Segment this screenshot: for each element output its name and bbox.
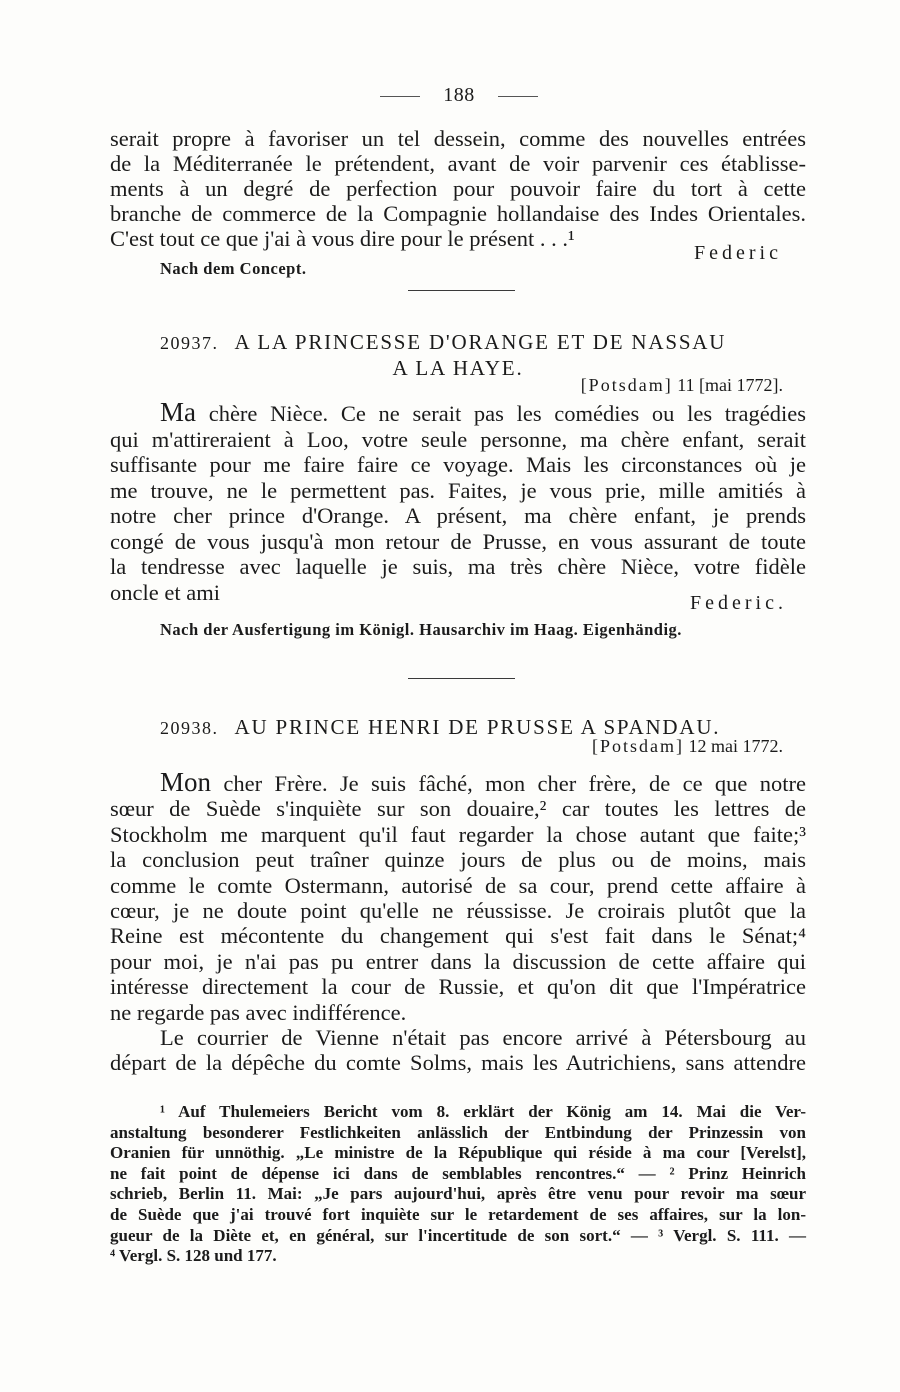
text-line: branche de commerce de la Compagnie hollandaise des Indes Orientales. xyxy=(110,201,806,226)
letter-title: AU PRINCE HENRI DE PRUSSE A SPANDAU. xyxy=(234,715,721,739)
text-line: notre cher prince d'Orange. A présent, ma chère enfant, je prends xyxy=(110,503,806,528)
date-place: [Potsdam] xyxy=(592,736,684,756)
letter-title: A LA PRINCESSE D'ORANGE ET DE NASSAU xyxy=(234,330,727,354)
text-line: sœur de Suède s'inquiète sur son douaire,² car toutes les lettres de xyxy=(110,796,806,822)
footnote-line: de Suède que j'ai trouvé fort inquiète sur le retardement de ses affaires, sur la lon- xyxy=(110,1204,806,1224)
text-line: oncle et ami xyxy=(110,579,220,605)
letter-body xyxy=(110,767,807,1076)
text-line: ne regarde pas avec indifférence. xyxy=(110,999,407,1025)
date-value: 11 [mai 1772]. xyxy=(677,375,783,395)
letter-date xyxy=(592,735,783,757)
text-line: la conclusion peut traîner quinze jours de plus ou de moins, mais xyxy=(110,847,806,873)
text-line: cœur, je ne doute point qu'elle ne réussisse. Je croirais plutôt que la xyxy=(110,898,806,924)
footnote-line: ⁴ Vergl. S. 128 und 177. xyxy=(110,1246,277,1266)
text-line: me trouve, ne le permettent pas. Faites, je vous prie, mille amitiés à xyxy=(110,477,806,503)
date-value: 12 mai 1772. xyxy=(688,736,783,756)
date-place: [Potsdam] xyxy=(580,375,673,395)
text-line xyxy=(110,397,807,427)
salutation-initial: Mon xyxy=(160,767,212,797)
letter-title-continued: A LA HAYE. xyxy=(392,356,524,380)
footnote-line: ne fait point de dépense ici dans de semblables rencontres.“ — ² Prinz Heinrich xyxy=(110,1163,806,1183)
footnote-line: gueur de la Diète et, en général, sur l'incertitude de son sort.“ — ³ Vergl. S. 111. — xyxy=(110,1225,806,1245)
text-line: Stockholm me marquent qu'il faut regarder la chose autant que faite;³ xyxy=(110,821,806,847)
text-run: chère Nièce. Ce ne serait pas les comédies ou les tragédies xyxy=(208,401,807,426)
section-rule xyxy=(408,290,515,291)
header-rule-right xyxy=(498,96,538,97)
letter-heading xyxy=(160,329,726,358)
letter-number: 20937. xyxy=(160,333,219,353)
text-line: serait propre à favoriser un tel dessein, comme des nouvelles entrées xyxy=(110,126,806,151)
text-line: suffisante pour me faire faire ce voyage. Mais les circonstances où je xyxy=(110,452,806,477)
text-line: de la Méditerranée le prétendent, avant de voir parvenir ces établisse- xyxy=(110,151,806,176)
text-line: la tendresse avec laquelle je suis, ma très chère Nièce, votre fidèle xyxy=(110,554,806,579)
text-run: cher Frère. Je suis fâché, mon cher frère, de ce que notre xyxy=(223,771,807,796)
text-line: pour moi, je n'ai pas pu entrer dans la discussion de cette affaire qui xyxy=(110,948,806,974)
page-number: 188 xyxy=(443,84,475,106)
section-rule xyxy=(408,678,515,679)
text-line xyxy=(110,767,807,797)
footnote-line: ¹ Auf Thulemeiers Bericht vom 8. erklärt der König am 14. Mai die Ver- xyxy=(160,1102,806,1121)
footnote-line: anstaltung besonderer Festlichkeiten anlässlich der Entbindung der Prinzessin von xyxy=(110,1122,806,1142)
text-line: congé de vous jusqu'à mon retour de Prusse, en vous assurant de toute xyxy=(110,528,806,554)
source-note: Nach dem Concept. xyxy=(160,259,307,278)
text-line: Le courrier de Vienne n'était pas encore arrivé à Pétersbourg au xyxy=(160,1025,806,1051)
continued-paragraph xyxy=(110,126,806,251)
text-line: intéresse directement la cour de Russie, et qu'on dit que l'Impératrice xyxy=(110,974,806,1000)
footnote-line: schrieb, Berlin 11. Mai: „Je pars aujourd'hui, après être venu pour revoir ma sœur xyxy=(110,1184,806,1204)
signature: Federic xyxy=(694,242,782,264)
header-rule-left xyxy=(380,96,420,97)
salutation-initial: Ma xyxy=(160,397,196,427)
source-note: Nach der Ausfertigung im Königl. Hausarchiv im Haag. Eigenhändig. xyxy=(160,620,682,639)
letter-body xyxy=(110,397,807,605)
signature: Federic. xyxy=(690,592,787,614)
letter-number: 20938. xyxy=(160,718,219,738)
footnote-line: Oranien für unnöthig. „Le ministre de la République qui réside à ma cour [Verelst], xyxy=(110,1143,806,1163)
text-line: ments à un degré de perfection pour pouvoir faire du tort à cette xyxy=(110,176,806,201)
text-line: qui m'attireraient à Loo, votre seule personne, ma chère enfant, serait xyxy=(110,426,806,452)
letter-date xyxy=(581,374,783,396)
text-line: C'est tout ce que j'ai à vous dire pour le présent . . .¹ xyxy=(110,226,575,251)
page-header xyxy=(380,83,538,107)
footnotes xyxy=(110,1102,806,1267)
text-line: départ de la dépêche du comte Solms, mais les Autrichiens, sans attendre xyxy=(110,1050,806,1076)
text-line: Reine est mécontente du changement qui s'est fait dans le Sénat;⁴ xyxy=(110,923,806,949)
text-line: comme le comte Ostermann, autorisé de sa cour, prend cette affaire à xyxy=(110,872,806,898)
